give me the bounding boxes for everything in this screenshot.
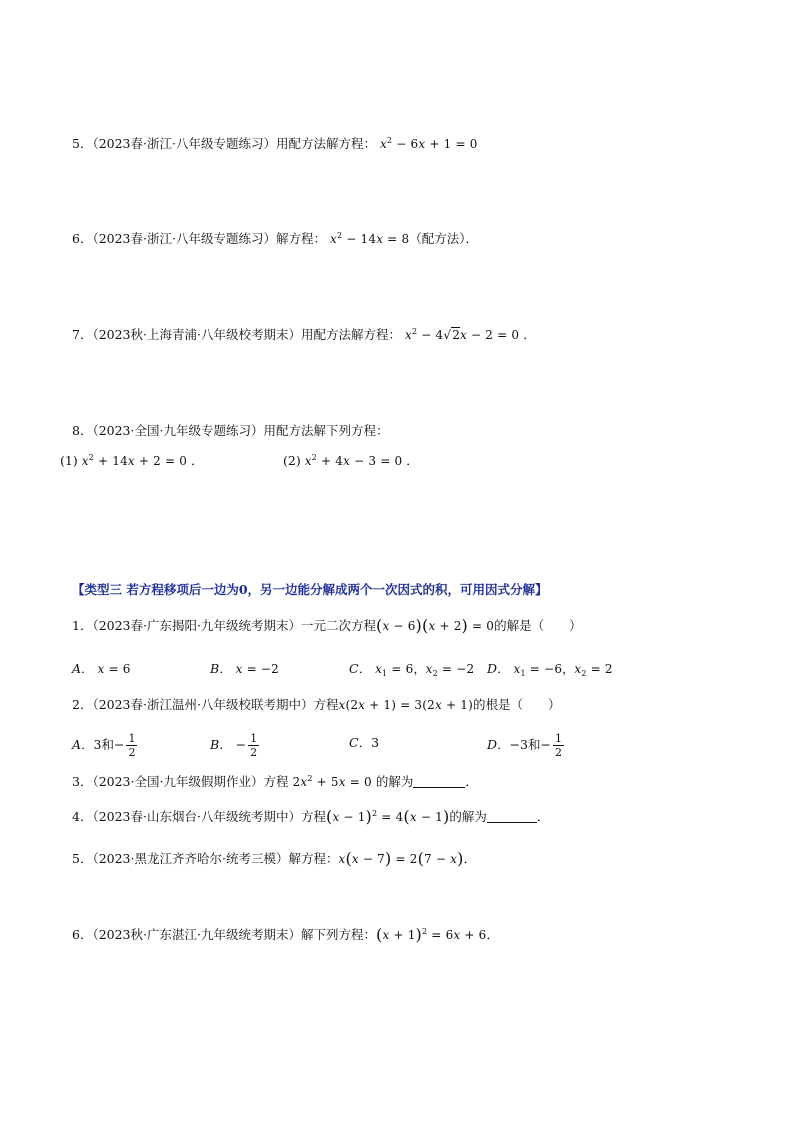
question-5-second: 5．（2023·黑龙江齐齐哈尔·统考三模）解方程：x(x − 7) = 2(7 − x)． [72, 849, 477, 868]
question-number: 2． [72, 697, 93, 712]
equation: $2x^2 + 5x = 0$ [288, 774, 376, 789]
question-source: （2023·黑龙江齐齐哈尔·统考三模） [92, 851, 289, 866]
section-heading: 【类型三 若方程移项后一边为0，另一边能分解成两个一次因式的积，可用因式分解】 [72, 582, 548, 597]
option-label: D． [487, 661, 510, 676]
question-5-first [72, 135, 478, 153]
question-number: 5． [72, 136, 93, 151]
option-d[interactable]: D．−3和− $\frac{1}{2}$ [487, 732, 562, 759]
question-text: 用配方法解方程： [275, 136, 376, 151]
question-number: 7． [72, 327, 93, 342]
option-label: C． [349, 661, 372, 676]
question-source: （2023春·浙江温州·八年级校联考期中） [92, 697, 314, 712]
answer-blank[interactable] [487, 810, 537, 823]
question-text: 方程 [263, 774, 289, 789]
option-text: 3 [371, 735, 380, 750]
option-text: 3和 [93, 737, 114, 752]
question-suffix: 的解为 [449, 809, 487, 824]
question-number: 4． [72, 809, 93, 824]
option-label: D． [487, 737, 510, 752]
question-suffix: （配方法）． [409, 231, 479, 246]
option-a[interactable]: A．3和− $\frac{1}{2}$ [72, 732, 136, 759]
question-number: 5． [72, 851, 93, 866]
question-source: （2023春·浙江·八年级专题练习） [92, 231, 276, 246]
question-6-first [72, 230, 478, 248]
question-number: 8． [72, 423, 93, 438]
question-number: 3． [72, 774, 93, 789]
option-a[interactable]: A． x = 6 [72, 661, 131, 676]
question-number: 6． [72, 231, 93, 246]
answer-blank[interactable] [413, 775, 465, 788]
question-text: 一元二次方程 [300, 618, 376, 633]
part-label: (1) [60, 453, 78, 468]
question-8-part-2: (2) $x^2 + 4x - 3 = 0$ ． [283, 453, 419, 468]
question-6-second: 6．（2023秋·广东湛江·九年级统考期末）解下列方程：$(x + 1)^2 = 6x + 6$． [72, 925, 500, 944]
equation: $x^2 - 14x = 8$ [329, 231, 410, 246]
question-number: 6． [72, 927, 93, 942]
option-b[interactable]: B． x = −2 [210, 661, 280, 676]
option-d[interactable]: D． $x_1 = -6$，$x_2 = 2$ [487, 661, 613, 678]
question-text: 方程 [300, 809, 326, 824]
question-source: （2023春·山东烟台·八年级统考期中） [92, 809, 301, 824]
question-source: （2023秋·广东湛江·九年级统考期末） [92, 927, 301, 942]
question-suffix: 的根是（ ） [472, 697, 561, 712]
question-source: （2023春·广东揭阳·九年级统考期末） [92, 618, 301, 633]
question-source: （2023·全国·九年级专题练习） [92, 423, 264, 438]
question-8 [72, 422, 388, 440]
question-4: 4．（2023春·山东烟台·八年级统考期中）方程$(x - 1)^2 = 4(x - 1)$的解为 ． [72, 807, 550, 826]
option-c[interactable]: C． $x_1 = 6$，$x_2 = -2$ [349, 661, 475, 678]
equation: $x^2 + 4x - 3 = 0$ [304, 453, 403, 468]
question-7: 7．（2023秋·上海青浦·八年级校考期末）用配方法解方程： $x^2 - 4√2x - 2 = 0$ ． [72, 327, 536, 342]
option-label: B． [210, 661, 232, 676]
question-text: 用配方法解方程： [300, 327, 401, 342]
option-label: B． [210, 737, 232, 752]
option-label: A． [72, 737, 94, 752]
option-label: A． [72, 661, 94, 676]
question-2 [72, 696, 560, 714]
equation: $x^2 + 14x + 2 = 0$ [81, 453, 188, 468]
option-b[interactable]: B． − $\frac{1}{2}$ [210, 732, 258, 759]
fraction: $\frac{1}{2}$ [554, 732, 562, 759]
question-source: （2023秋·上海青浦·八年级校考期末） [92, 327, 301, 342]
equation: x(x − 7) = 2(7 − x) [338, 849, 464, 868]
question-1 [72, 617, 582, 635]
question-text: 解方程： [275, 231, 326, 246]
question-number: 1． [72, 618, 93, 633]
question-text: 解下列方程： [300, 927, 376, 942]
question-8-part-1: (1) $x^2 + 14x + 2 = 0$ ． [60, 453, 204, 468]
question-suffix: 的解是（ ） [494, 618, 582, 633]
equation: $x^2 - 4√2x - 2 = 0$ [404, 327, 520, 342]
question-text: 解方程： [288, 851, 339, 866]
fraction: $\frac{1}{2}$ [250, 732, 258, 759]
question-source: （2023·全国·九年级假期作业） [92, 774, 264, 789]
question-text: 用配方法解下列方程： [263, 423, 389, 438]
equation: $(x - 1)^2 = 4(x - 1)$ [325, 807, 450, 826]
question-3: 3．（2023·全国·九年级假期作业）方程 $2x^2 + 5x = 0$ 的解为 ． [72, 774, 478, 789]
equation: (x − 6)(x + 2) = 0 [375, 616, 495, 635]
option-c[interactable] [349, 734, 379, 752]
part-label: (2) [283, 453, 301, 468]
option-label: C． [349, 735, 372, 750]
fraction: $\frac{1}{2}$ [128, 732, 136, 759]
equation: $x^2 - 6x + 1 = 0$ [379, 136, 478, 151]
question-suffix: 的解为 [375, 774, 414, 789]
option-text: −3和 [509, 737, 541, 752]
equation: $(x + 1)^2 = 6x + 6$ [375, 925, 487, 944]
question-source: （2023春·浙江·八年级专题练习） [92, 136, 276, 151]
question-text: 方程 [313, 697, 339, 712]
equation: x(2x + 1) = 3(2x + 1) [338, 698, 473, 712]
